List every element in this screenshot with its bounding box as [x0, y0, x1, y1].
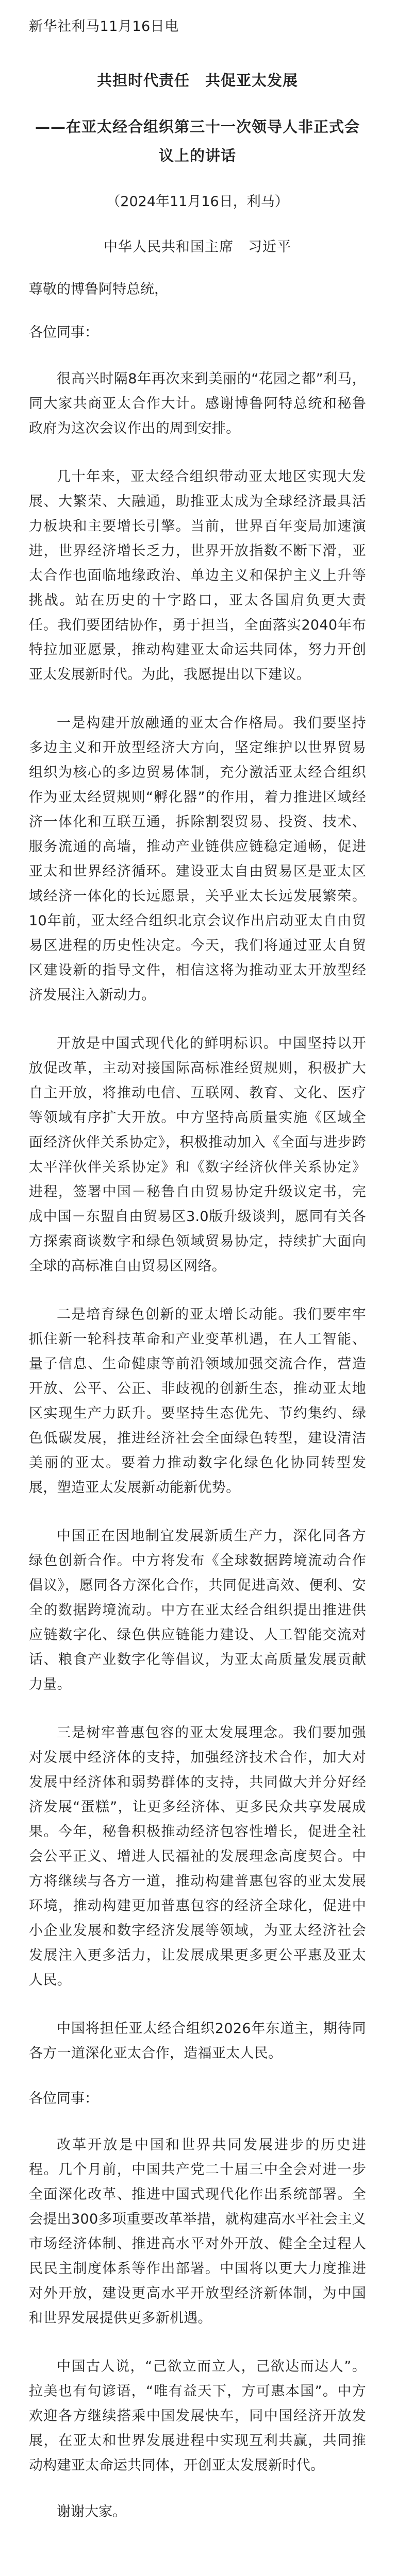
closing-thanks: 谢谢大家。 [57, 2504, 126, 2520]
body-paragraph: 三是树牢普惠包容的亚太发展理念。我们要加强对发展中经济体的支持，加强经济技术合作，加大对发展中经济体和弱势群体的支持，共同做大并分好经济发展“蛋糕”，让更多经济体、更多民众共享发展成果。今年，秘鲁积极推动经济包容性增长，促进全社会公平正义、增进人民福祉的发展理念高度契合。中方将继续与各方一道，推动构建普惠包容的亚太发展环境，推动构建更加普惠包容的经济全球化，促进中小企业发展和数字经济发展等领域，为亚太经济社会发展注入更多活力，让发展成果更多更公平惠及亚太人民。 [29, 1725, 366, 1988]
body-paragraph: 一是构建开放融通的亚太合作格局。我们要坚持多边主义和开放型经济大方向，坚定维护以世界贸易组织为核心的多边贸易体制，充分激活亚太经合组织作为亚太经贸规则“孵化器”的作用，着力推进区域经济一体化和互联互通，拆除割裂贸易、投资、技术、服务流通的高墙，推动产业链供应链稳定通畅，促进亚太和世界经济循环。建设亚太自由贸易区是亚太区域经济一体化的长远愿景，关乎亚太长远发展繁荣。10年前，亚太经合组织北京会议作出启动亚太自由贸易区进程的历史性决定。今天，我们将通过亚太自贸区建设新的指导文件，相信这将为推动亚太开放型经济发展注入新动力。 [29, 715, 366, 1003]
body-paragraph: 几十年来，亚太经合组织带动亚太地区实现大发展、大繁荣、大融通，助推亚太成为全球经济最具活力板块和主要增长引擎。当前，世界百年变局加速演进，世界经济增长乏力，世界开放指数不断下滑，亚太合作也面临地缘政治、单边主义和保护主义上升等挑战。站在历史的十字路口，亚太各国肩负更大责任。我们要团结协作，勇于担当，全面落实2040年布特拉加亚愿景，推动构建亚太命运共同体，努力开创亚太发展新时代。为此，我愿提出以下建议。 [29, 469, 366, 683]
body-paragraph: 中国正在因地制宜发展新质生产力，深化同各方绿色创新合作。中方将发布《全球数据跨境流动合作倡议》，愿同各方深化合作，共同促进高效、便利、安全的数据跨境流动。中方在亚太经合组织提出推进供应链数字化、绿色供应链能力建设、人工智能交流对话、粮食产业数字化等倡议，为亚太高质量发展贡献力量。 [29, 1528, 366, 1692]
body-paragraph: 中国古人说，“己欲立而立人，己欲达而达人”。拉美也有句谚语，“唯有益天下，方可惠本国”。中方欢迎各方继续搭乘中国发展快车，同中国经济开放发展，在亚太和世界发展进程中实现互利共赢，共同推动构建亚太命运共同体，开创亚太发展新时代。 [29, 2359, 366, 2473]
body-paragraph: 开放是中国式现代化的鲜明标识。中国坚持以开放促改革，主动对接国际高标准经贸规则，积极扩大自主开放，将推动电信、互联网、教育、文化、医疗等领域有序扩大开放。中方坚持高质量实施《区域全面经济伙伴关系协定》，积极推动加入《全面与进步跨太平洋伙伴关系协定》和《数字经济伙伴关系协定》进程，签署中国－秘鲁自由贸易协定升级议定书，完成中国－东盟自由贸易区3.0版升级谈判，愿同有关各方探索商谈数字和绿色领域贸易协定，持续扩大面向全球的高标准自由贸易区网络。 [29, 1036, 366, 1274]
body-paragraph: 中国将担任亚太经合组织2026年东道主，期待同各方一道深化亚太合作，造福亚太人民。 [29, 2021, 366, 2061]
article-title: 共担时代责任 共促亚太发展 [96, 72, 298, 89]
greeting-colleagues: 各位同事： [29, 2091, 98, 2107]
article [29, 0, 366, 2522]
dateline: 新华社利马11月16日电 [29, 19, 179, 35]
speech-date: （2024年11月16日，利马） [106, 194, 289, 210]
greeting-colleagues: 各位同事： [29, 325, 98, 341]
greeting-host: 尊敬的博鲁阿特总统， [29, 281, 168, 297]
speaker-byline: 中华人民共和国主席 习近平 [104, 239, 291, 255]
body-paragraph: 改革开放是中国和世界共同发展进步的历史进程。几个月前，中国共产党二十届三中全会对进一步全面深化改革、推进中国式现代化作出系统部署。全会提出300多项重要改革举措，就构建高水平社会主义市场经济体制、推进高水平对外开放、健全全过程人民民主制度体系等作出部署。中国将以更大力度推进对外开放，建设更高水平开放型经济新体制，为中国和世界发展提供更多新机遇。 [29, 2137, 366, 2326]
body-paragraph: 很高兴时隔8年再次来到美丽的“花园之都”利马，同大家共商亚太合作大计。感谢博鲁阿特总统和秘鲁政府为这次会议作出的周到安排。 [29, 371, 366, 436]
body-paragraph: 二是培育绿色创新的亚太增长动能。我们要牢牢抓住新一轮科技革命和产业变革机遇，在人工智能、量子信息、生命健康等前沿领域加强交流合作，营造开放、公平、公正、非歧视的创新生态，推动亚太地区实现生产力跃升。要坚持生态优先、节约集约、绿色低碳发展，推进经济社会全面绿色转型，建设清洁美丽的亚太。要着力推动数字化绿色化协同转型发展，塑造亚太发展新动能新优势。 [29, 1307, 366, 1496]
article-subtitle: ——在亚太经合组织第三十一次领导人非正式会议上的讲话 [35, 118, 360, 164]
